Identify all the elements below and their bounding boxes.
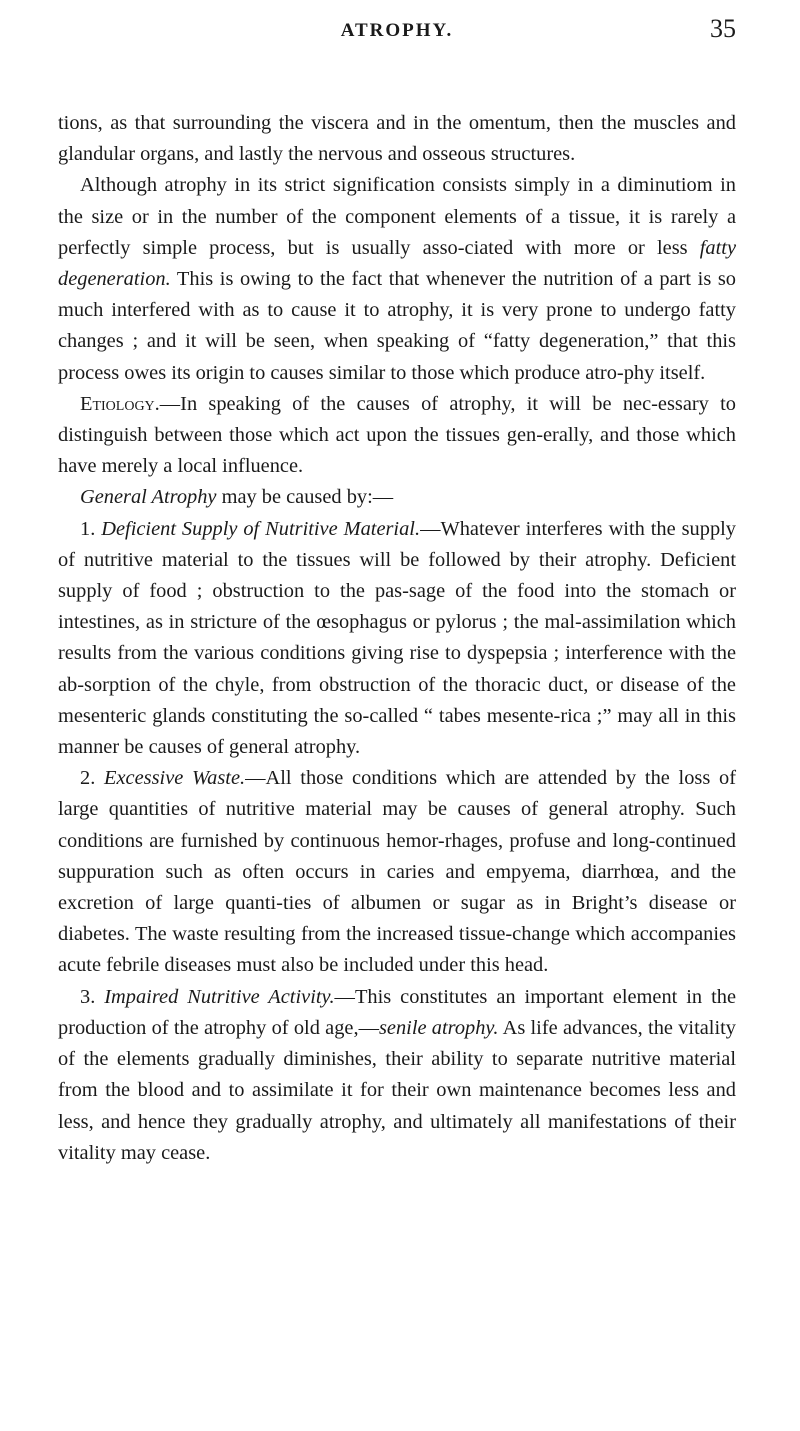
paragraph-text: —This constitutes an important element in the production of the atrophy of old age,— (58, 985, 736, 1039)
paragraph-continuation (58, 108, 736, 170)
emphasis-fatty-degeneration: fatty degeneration. (58, 236, 736, 291)
paragraph-text: —In speaking of the causes of atrophy, it will be nec-essary to distinguish between those which act upon the tissues gen-erally, and those which have merely a local influence. (58, 392, 736, 478)
paragraph-text: Although atrophy in its strict signification consists simply in a diminutiom in the size or in the number of the component elements of a tissue, it is rarely a perfectly simple process, but is usually asso-ciated with more or less (58, 174, 736, 259)
running-head: ATROPHY. (340, 20, 454, 41)
paragraph-etiology (58, 389, 736, 483)
paragraph-text: —Whatever interferes with the supply of nutritive material to the tissues will be followed by their atrophy. Deficient supply of food ; obstruction to the pas-sage of the food into the stomach or intestines, as in stricture of the œsophagus or pylorus ; the mal-assimilation which results from the various conditions giving rise to dyspepsia ; interference with the ab-sorption of the chyle, from obstruction of the thoracic duct, or disease of the mesenteric glands constituting the so-called “ tabes mesente-rica ;” may all in this manner be causes of general atrophy. (58, 517, 736, 759)
body-text (58, 108, 736, 1169)
emphasis-impaired-activity: Impaired Nutritive Activity. (104, 985, 335, 1008)
emphasis-senile-atrophy: senile atrophy. (378, 1016, 499, 1039)
section-heading-etiology: Etiology. (80, 392, 160, 415)
item-number: 1. (80, 517, 102, 540)
paragraph-text: As life advances, the vitality of the elements gradually diminishes, their ability to separate nutritive material from the blood and to assimilate it for their own maintenance becomes less and less, and hence they gradually atrophy, and ultimately all manifestations of their vitality may cease. (58, 1016, 736, 1164)
paragraph-text: tions, as that surrounding the viscera and in the omentum, then the muscles and glandular organs, and lastly the nervous and osseous structures. (58, 112, 736, 166)
emphasis-deficient-supply: Deficient Supply of Nutritive Material. (101, 517, 421, 540)
page-number: 35 (710, 14, 736, 43)
paragraph-text: —All those conditions which are attended by the loss of large quantities of nutritive material may be causes of general atrophy. Such conditions are furnished by continuous hemor-rhages, profuse and long-continued suppuration such as often occurs in caries and empyema, diarrhœa, and the excretion of large quanti-ties of albumen or sugar as in Bright’s disease or diabetes. The waste resulting from the increased tissue-change which accompanies acute febrile diseases must also be included under this head. (58, 767, 737, 977)
paragraph-fatty-degeneration (58, 170, 736, 388)
page-header (58, 0, 736, 108)
paragraph-cause-2 (58, 763, 736, 981)
emphasis-excessive-waste: Excessive Waste. (104, 767, 246, 790)
item-number: 3. (80, 985, 105, 1008)
emphasis-general-atrophy: General Atrophy (80, 486, 217, 509)
item-number: 2. (80, 767, 105, 790)
paragraph-text: may be caused by:— (216, 486, 394, 509)
paragraph-text: This is owing to the fact that whenever the nutrition of a part is so much interfered with as to cause it to atrophy, it is very prone to undergo fatty changes ; and it will be seen, when speaking of “fatty degeneration,” that this process owes its origin to causes similar to those which produce atro-phy itself. (58, 268, 736, 384)
paragraph-general-atrophy (58, 482, 736, 513)
paragraph-cause-1 (58, 514, 736, 764)
paragraph-cause-3 (58, 982, 736, 1169)
